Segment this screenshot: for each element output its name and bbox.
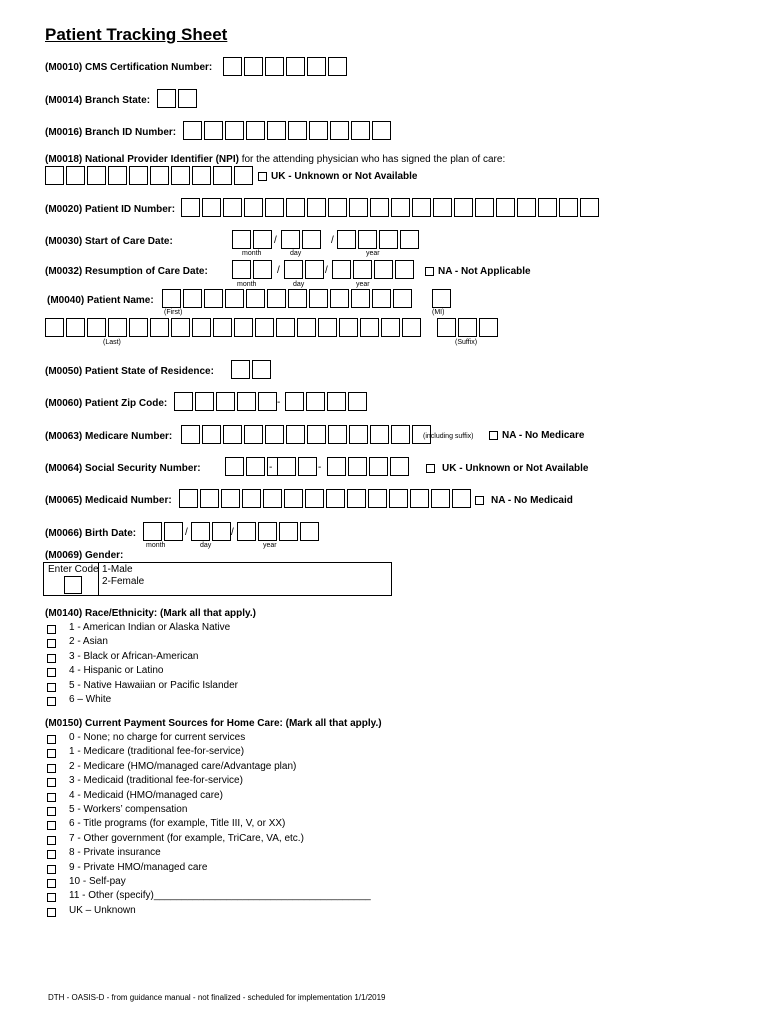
race-checkbox[interactable] bbox=[47, 639, 56, 648]
race-checkbox[interactable] bbox=[47, 697, 56, 706]
payment-option-label: 4 - Medicaid (HMO/managed care) bbox=[69, 790, 223, 801]
medicare-label: (M0063) Medicare Number: bbox=[45, 431, 173, 442]
resumption-month-caption: month bbox=[237, 281, 257, 288]
medicaid-na-checkbox[interactable] bbox=[475, 496, 484, 505]
payment-option-label: 10 - Self-pay bbox=[69, 876, 126, 887]
payment-option-label: 11 - Other (specify)_______________________________________ bbox=[69, 890, 371, 901]
resumption-label: (M0032) Resumption of Care Date: bbox=[45, 266, 208, 277]
footer-note: DTH - OASIS-D - from guidance manual - not finalized - scheduled for implementation 1/1/2019 bbox=[48, 993, 386, 1002]
state-residence-label: (M0050) Patient State of Residence: bbox=[45, 366, 214, 377]
race-checkbox[interactable] bbox=[47, 668, 56, 677]
payment-checkbox[interactable] bbox=[47, 908, 56, 917]
payment-option-label: 3 - Medicaid (traditional fee-for-service) bbox=[69, 775, 243, 786]
payment-option-label: 2 - Medicare (HMO/managed care/Advantage plan) bbox=[69, 761, 297, 772]
start-care-day-caption: day bbox=[290, 250, 302, 257]
payment-checkbox[interactable] bbox=[47, 778, 56, 787]
branch-state-boxes[interactable] bbox=[157, 89, 199, 108]
cms-label: (M0010) CMS Certification Number: bbox=[45, 62, 213, 73]
zip-ext-boxes[interactable] bbox=[285, 392, 369, 411]
medicaid-label: (M0065) Medicaid Number: bbox=[45, 495, 172, 506]
mi-caption: (MI) bbox=[432, 309, 445, 316]
payment-checkbox[interactable] bbox=[47, 807, 56, 816]
payment-checkbox[interactable] bbox=[47, 836, 56, 845]
payment-option-label: 0 - None; no charge for current services bbox=[69, 732, 246, 743]
medicare-boxes[interactable] bbox=[181, 425, 433, 444]
gender-label: (M0069) Gender: bbox=[45, 550, 124, 561]
payment-checkbox[interactable] bbox=[47, 749, 56, 758]
last-name-boxes[interactable] bbox=[45, 318, 423, 337]
payment-option-label: 1 - Medicare (traditional fee-for-service) bbox=[69, 746, 245, 757]
gender-table bbox=[43, 562, 392, 596]
race-label: (M0140) Race/Ethnicity: (Mark all that apply.) bbox=[45, 608, 256, 619]
payment-label: (M0150) Current Payment Sources for Home Care: (Mark all that apply.) bbox=[45, 718, 382, 729]
payment-option-label: 7 - Other government (for example, TriCare, VA, etc.) bbox=[69, 833, 304, 844]
suffix-caption: (Suffix) bbox=[455, 339, 478, 346]
medicare-na-label: NA - No Medicare bbox=[502, 430, 585, 441]
medicare-na-checkbox[interactable] bbox=[489, 431, 498, 440]
first-name-caption: (First) bbox=[164, 309, 183, 316]
gender-option: 1-Male bbox=[102, 564, 133, 575]
race-checkbox[interactable] bbox=[47, 683, 56, 692]
date-separator: / bbox=[277, 265, 280, 276]
zip-label: (M0060) Patient Zip Code: bbox=[45, 398, 168, 409]
start-care-label: (M0030) Start of Care Date: bbox=[45, 236, 173, 247]
branch-state-label: (M0014) Branch State: bbox=[45, 95, 151, 106]
payment-option-label: 9 - Private HMO/managed care bbox=[69, 862, 208, 873]
start-care-day-boxes[interactable] bbox=[281, 230, 323, 249]
resumption-na-checkbox[interactable] bbox=[425, 267, 434, 276]
race-option-label: 4 - Hispanic or Latino bbox=[69, 665, 164, 676]
npi-label: (M0018) National Provider Identifier (NPI) for the attending physician who has signed the plan of care: bbox=[45, 154, 506, 165]
page-title: Patient Tracking Sheet bbox=[45, 25, 228, 44]
gender-code-cell bbox=[44, 563, 99, 595]
patient-name-label: (M0040) Patient Name: bbox=[47, 295, 154, 306]
suffix-boxes[interactable] bbox=[437, 318, 500, 337]
race-checkbox[interactable] bbox=[47, 625, 56, 634]
race-option-label: 2 - Asian bbox=[69, 636, 108, 647]
npi-uk-checkbox[interactable] bbox=[258, 172, 267, 181]
race-option-label: 5 - Native Hawaiian or Pacific Islander bbox=[69, 680, 238, 691]
birth-day-caption: day bbox=[200, 542, 212, 549]
gender-option: 2-Female bbox=[102, 576, 145, 587]
birth-month-boxes[interactable] bbox=[143, 522, 185, 541]
medicaid-boxes[interactable] bbox=[179, 489, 473, 508]
birth-day-boxes[interactable] bbox=[191, 522, 233, 541]
state-residence-boxes[interactable] bbox=[231, 360, 273, 379]
payment-checkbox[interactable] bbox=[47, 850, 56, 859]
payment-checkbox[interactable] bbox=[47, 764, 56, 773]
ssn-label: (M0064) Social Security Number: bbox=[45, 463, 201, 474]
birth-year-boxes[interactable] bbox=[237, 522, 321, 541]
cms-boxes[interactable] bbox=[223, 57, 349, 76]
medicaid-na-label: NA - No Medicaid bbox=[491, 495, 573, 506]
date-separator: / bbox=[231, 527, 234, 538]
enter-code-label: Enter Code bbox=[48, 564, 99, 575]
ssn-serial-boxes[interactable] bbox=[327, 457, 411, 476]
race-checkbox[interactable] bbox=[47, 654, 56, 663]
payment-checkbox[interactable] bbox=[47, 821, 56, 830]
resumption-na-label: NA - Not Applicable bbox=[438, 266, 531, 277]
npi-uk-label: UK - Unknown or Not Available bbox=[271, 171, 418, 182]
payment-checkbox[interactable] bbox=[47, 879, 56, 888]
ssn-uk-label: UK - Unknown or Not Available bbox=[442, 463, 589, 474]
medicare-note: (including suffix) bbox=[423, 433, 474, 440]
patient-id-boxes[interactable] bbox=[181, 198, 601, 217]
payment-checkbox[interactable] bbox=[47, 793, 56, 802]
start-care-month-boxes[interactable] bbox=[232, 230, 274, 249]
start-care-month-caption: month bbox=[242, 250, 262, 257]
birth-month-caption: month bbox=[146, 542, 166, 549]
start-care-year-caption: year bbox=[366, 250, 380, 257]
payment-checkbox[interactable] bbox=[47, 735, 56, 744]
payment-checkbox[interactable] bbox=[47, 865, 56, 874]
patient-id-label: (M0020) Patient ID Number: bbox=[45, 204, 176, 215]
race-option-label: 3 - Black or African-American bbox=[69, 651, 199, 662]
payment-option-label: 5 - Workers’ compensation bbox=[69, 804, 188, 815]
branch-id-label: (M0016) Branch ID Number: bbox=[45, 127, 177, 138]
first-name-boxes[interactable] bbox=[162, 289, 414, 308]
start-care-year-boxes[interactable] bbox=[337, 230, 421, 249]
race-option-label: 1 - American Indian or Alaska Native bbox=[69, 622, 231, 633]
resumption-month-boxes[interactable] bbox=[232, 260, 274, 279]
gender-code-box[interactable] bbox=[64, 576, 82, 594]
zip-dash: - bbox=[277, 397, 281, 408]
npi-boxes[interactable] bbox=[45, 166, 255, 185]
payment-option-label: UK – Unknown bbox=[69, 905, 136, 916]
ssn-dash: - bbox=[269, 462, 273, 473]
payment-option-label: 8 - Private insurance bbox=[69, 847, 161, 858]
zip-first-boxes[interactable] bbox=[174, 392, 279, 411]
resumption-day-boxes[interactable] bbox=[284, 260, 326, 279]
resumption-year-caption: year bbox=[356, 281, 370, 288]
race-option-label: 6 – White bbox=[69, 694, 112, 705]
resumption-day-caption: day bbox=[293, 281, 305, 288]
date-separator: / bbox=[274, 235, 277, 246]
birth-year-caption: year bbox=[263, 542, 277, 549]
payment-checkbox[interactable] bbox=[47, 893, 56, 902]
ssn-uk-checkbox[interactable] bbox=[426, 464, 435, 473]
ssn-group-boxes[interactable] bbox=[277, 457, 322, 476]
resumption-year-boxes[interactable] bbox=[332, 260, 416, 279]
mi-boxes[interactable] bbox=[432, 289, 453, 308]
date-separator: / bbox=[185, 527, 188, 538]
ssn-dash: - bbox=[318, 462, 322, 473]
birth-label: (M0066) Birth Date: bbox=[45, 528, 137, 539]
date-separator: / bbox=[331, 235, 334, 246]
date-separator: / bbox=[325, 265, 328, 276]
last-name-caption: (Last) bbox=[103, 339, 121, 346]
payment-option-label: 6 - Title programs (for example, Title III, V, or XX) bbox=[69, 818, 286, 829]
branch-id-boxes[interactable] bbox=[183, 121, 393, 140]
